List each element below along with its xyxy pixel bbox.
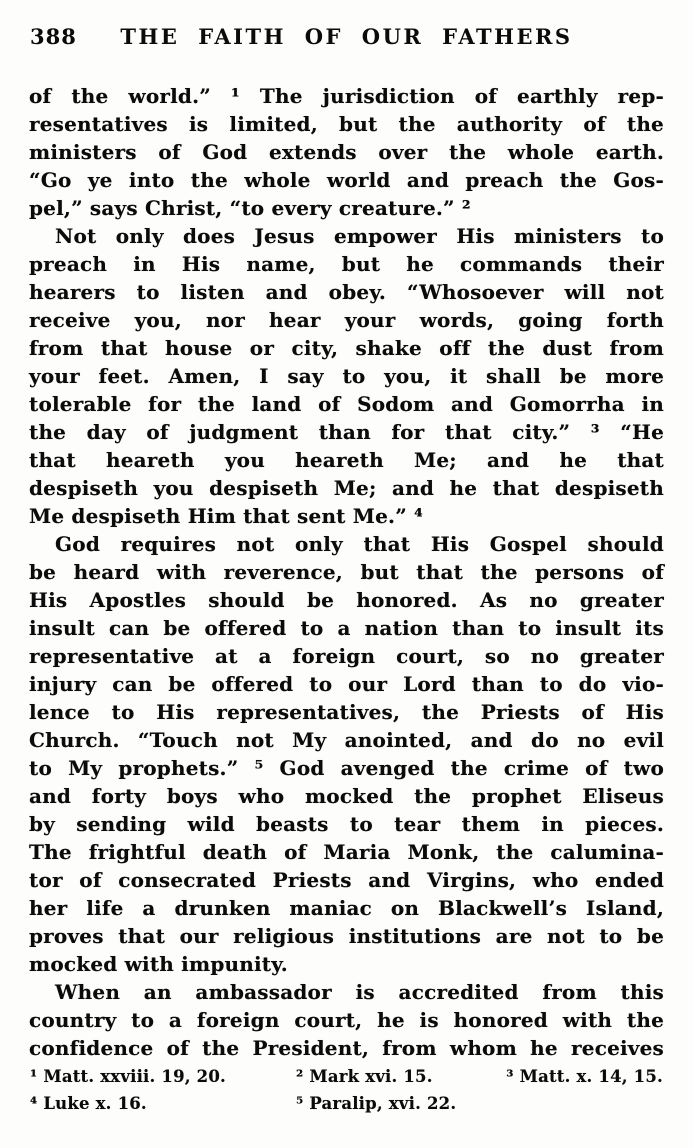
text-line: resentatives is limited, but the authority of the [29, 112, 664, 136]
text-line: Me despiseth Him that sent Me.” ⁴ [29, 504, 424, 528]
text-line: her life a drunken maniac on Blackwell’s Island, [29, 896, 664, 920]
text-line: from that house or city, shake off the dust from [29, 336, 664, 360]
text-line: His Apostles should be honored. As no greater [29, 588, 664, 612]
text-line: insult can be offered to a nation than to insult its [29, 616, 664, 640]
text-line: tor of consecrated Priests and Virgins, who ended [29, 868, 664, 892]
footnote-row [30, 1063, 663, 1090]
footnote: ⁵ Paralip, xvi. 22. [296, 1094, 457, 1113]
text-line: that heareth you heareth Me; and he that [29, 448, 664, 472]
text-line: lence to His representatives, the Priests of His [29, 700, 664, 724]
text-line: Not only does Jesus empower His ministers to [55, 224, 664, 248]
page-header-title: THE FAITH OF OUR FATHERS [120, 24, 573, 49]
text-line: The frightful death of Maria Monk, the calumina- [29, 840, 664, 864]
paragraph [29, 222, 664, 530]
text-line: proves that our religious institutions are not to be [29, 924, 664, 948]
text-line: be heard with reverence, but that the persons of [29, 560, 664, 584]
text-line: your feet. Amen, I say to you, it shall be more [29, 364, 664, 388]
text-line: “Go ye into the whole world and preach the Gos- [29, 168, 664, 192]
text-line: and forty boys who mocked the prophet Eliseus [29, 784, 664, 808]
page-number: 388 [30, 24, 77, 49]
text-line: ministers of God extends over the whole earth. [29, 140, 664, 164]
footnote: ² Mark xvi. 15. [296, 1067, 433, 1086]
footnote: ³ Matt. x. 14, 15. [506, 1067, 663, 1086]
text-line: receive you, nor hear your words, going forth [29, 308, 664, 332]
paragraph [29, 82, 664, 222]
footnotes [30, 1063, 663, 1117]
footnote: ⁴ Luke x. 16. [30, 1094, 147, 1113]
running-header [30, 24, 663, 54]
footnote-row [30, 1090, 663, 1117]
text-line: preach in His name, but he commands their [29, 252, 664, 276]
text-line: injury can be offered to our Lord than to do vio- [29, 672, 664, 696]
text-line: pel,” says Christ, “to every creature.” ² [29, 196, 471, 220]
text-line: by sending wild beasts to tear them in pieces. [29, 812, 664, 836]
footnote: ¹ Matt. xxviii. 19, 20. [30, 1067, 226, 1086]
text-line: mocked with impunity. [29, 952, 288, 976]
text-line: the day of judgment than for that city.” ³ “He [29, 420, 664, 444]
text-line: When an ambassador is accredited from this [55, 980, 664, 1004]
paragraph [29, 530, 664, 978]
text-line: to My prophets.” ⁵ God avenged the crime of two [29, 756, 664, 780]
text-line: tolerable for the land of Sodom and Gomorrha in [29, 392, 664, 416]
text-line: hearers to listen and obey. “Whosoever will not [29, 280, 664, 304]
page-body [29, 82, 664, 1062]
text-line: Church. “Touch not My anointed, and do no evil [29, 728, 664, 752]
text-line: of the world.” ¹ The jurisdiction of earthly rep- [29, 84, 664, 108]
text-line: representative at a foreign court, so no greater [29, 644, 664, 668]
text-line: God requires not only that His Gospel should [55, 532, 664, 556]
text-line: despiseth you despiseth Me; and he that despiseth [29, 476, 664, 500]
text-line: confidence of the President, from whom he receives [29, 1036, 664, 1060]
paragraph [29, 978, 664, 1062]
text-line: country to a foreign court, he is honored with the [29, 1008, 664, 1032]
